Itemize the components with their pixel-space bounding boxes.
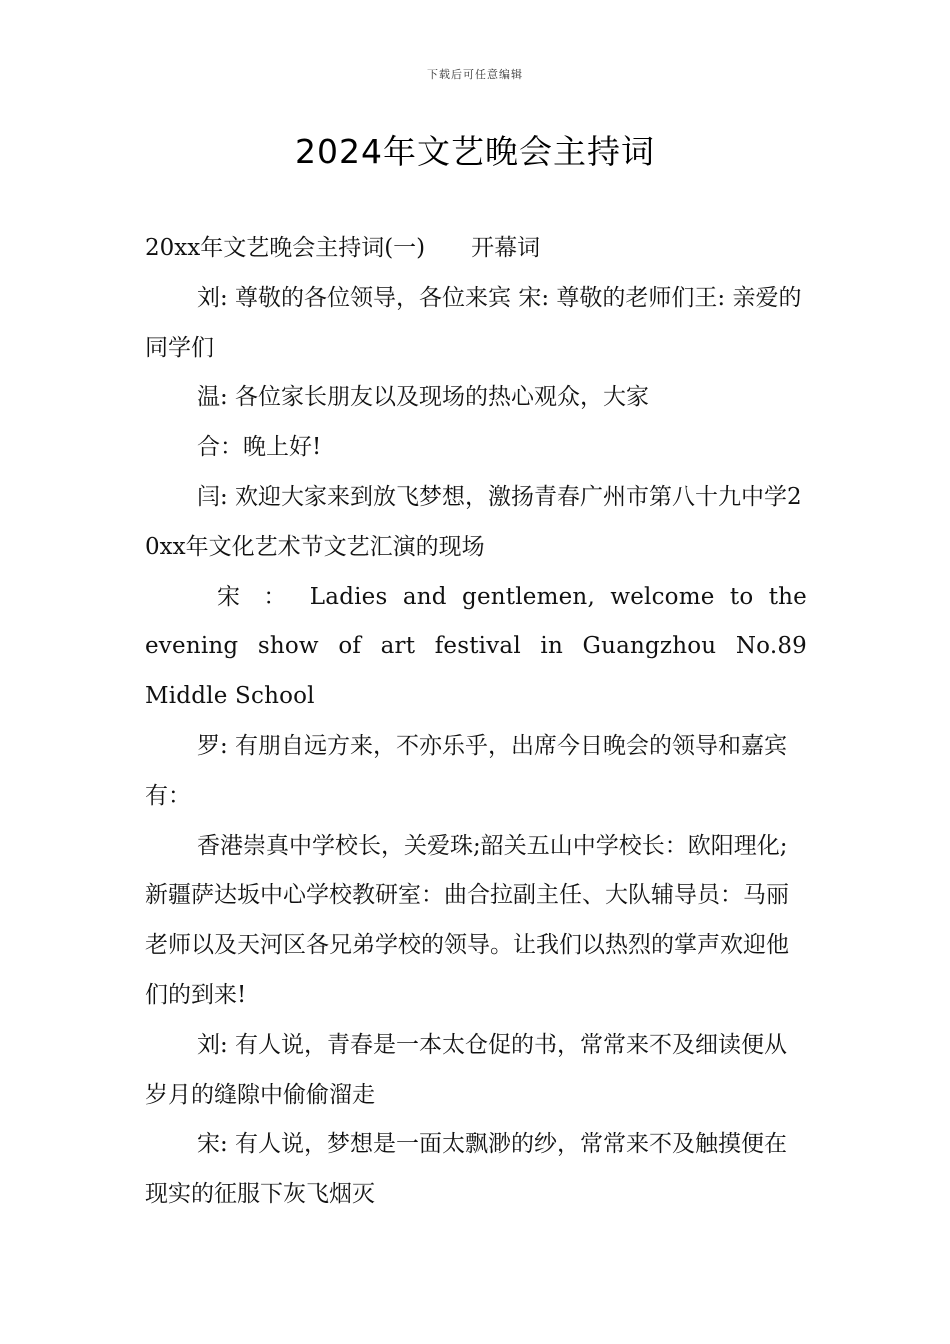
paragraph-english: 宋 ： Ladies and gentlemen, welcome to the evening show of art festival in Guangzhou No.89 Middle School <box>145 583 815 710</box>
document-body <box>145 224 815 1220</box>
paragraph: 温: 各位家长朋友以及现场的热心观众，大家 <box>197 384 650 411</box>
paragraph: 闫: 欢迎大家来到放飞梦想，激扬青春广州市第八十九中学20xx年文化艺术节文艺汇演的现场 <box>145 483 802 560</box>
document-title: 2024年文艺晚会主持词 <box>295 132 655 171</box>
paragraph: 刘: 有人说，青春是一本太仓促的书，常常来不及细读便从岁月的缝隙中偷偷溜走 <box>145 1031 788 1108</box>
paragraph: 香港崇真中学校长，关爱珠;韶关五山中学校长：欧阳理化;新疆萨达坂中心学校教研室：曲合拉副主任、大队辅导员：马丽老师以及天河区各兄弟学校的领导。让我们以热烈的掌声欢迎他们的到来! <box>145 832 789 1008</box>
section-heading: 20xx年文艺晚会主持词(一) 开幕词 <box>145 235 541 261</box>
paragraph: 合：晚上好! <box>197 434 322 461</box>
paragraph: 罗: 有朋自远方来，不亦乐乎，出席今日晚会的领导和嘉宾有： <box>145 732 788 809</box>
paragraph: 宋: 有人说，梦想是一面太飘渺的纱，常常来不及触摸便在现实的征服下灰飞烟灭 <box>145 1131 788 1208</box>
paragraph: 刘: 尊敬的各位领导，各位来宾 宋: 尊敬的老师们王: 亲爱的同学们 <box>145 284 802 361</box>
page-header-note: 下载后可任意编辑 <box>427 68 523 81</box>
